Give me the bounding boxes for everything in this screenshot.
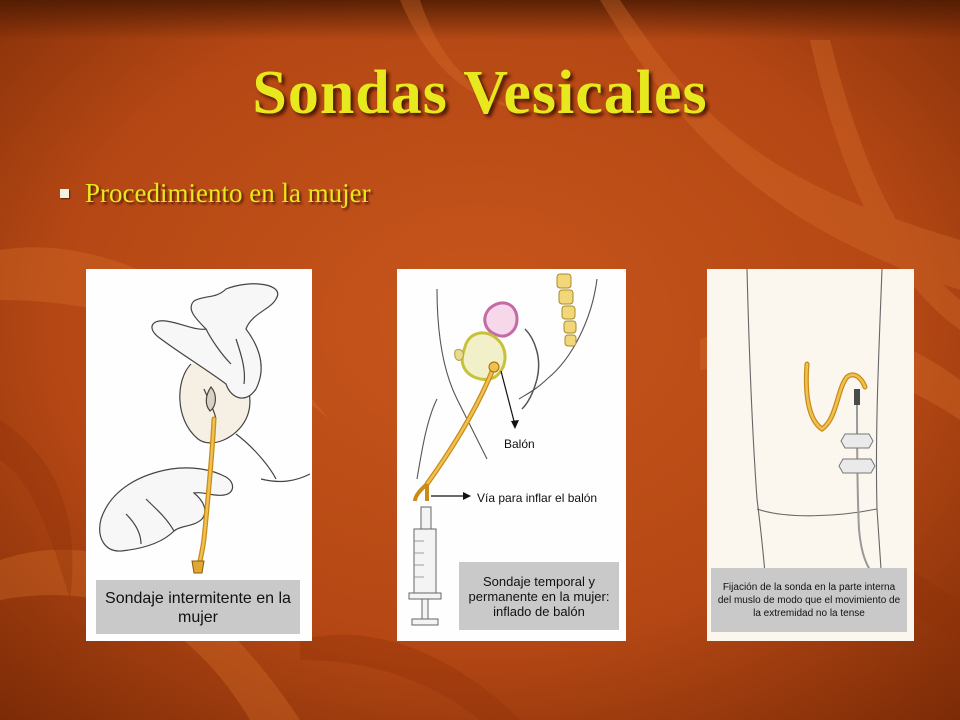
bullet-item — [60, 178, 371, 209]
balloon-label: Balón — [504, 437, 535, 451]
figure-balloon-inflation — [397, 269, 626, 641]
slide-title: Sondas Vesicales — [252, 59, 708, 127]
figure-caption: Sondaje temporal y permanente en la mujer: inflado de balón — [459, 562, 619, 630]
square-bullet-icon — [60, 189, 69, 198]
figure-caption: Sondaje intermitente en la mujer — [96, 580, 300, 634]
figure-caption: Fijación de la sonda en la parte interna del muslo de modo que el movimiento de la extremidad no la tense — [711, 568, 907, 632]
bullet-text: Procedimiento en la mujer — [85, 178, 371, 208]
inflation-port-label: Vía para inflar el balón — [477, 491, 598, 505]
figure-catheter-fixation — [707, 269, 914, 641]
figure-intermittent-catheterization — [86, 269, 312, 641]
